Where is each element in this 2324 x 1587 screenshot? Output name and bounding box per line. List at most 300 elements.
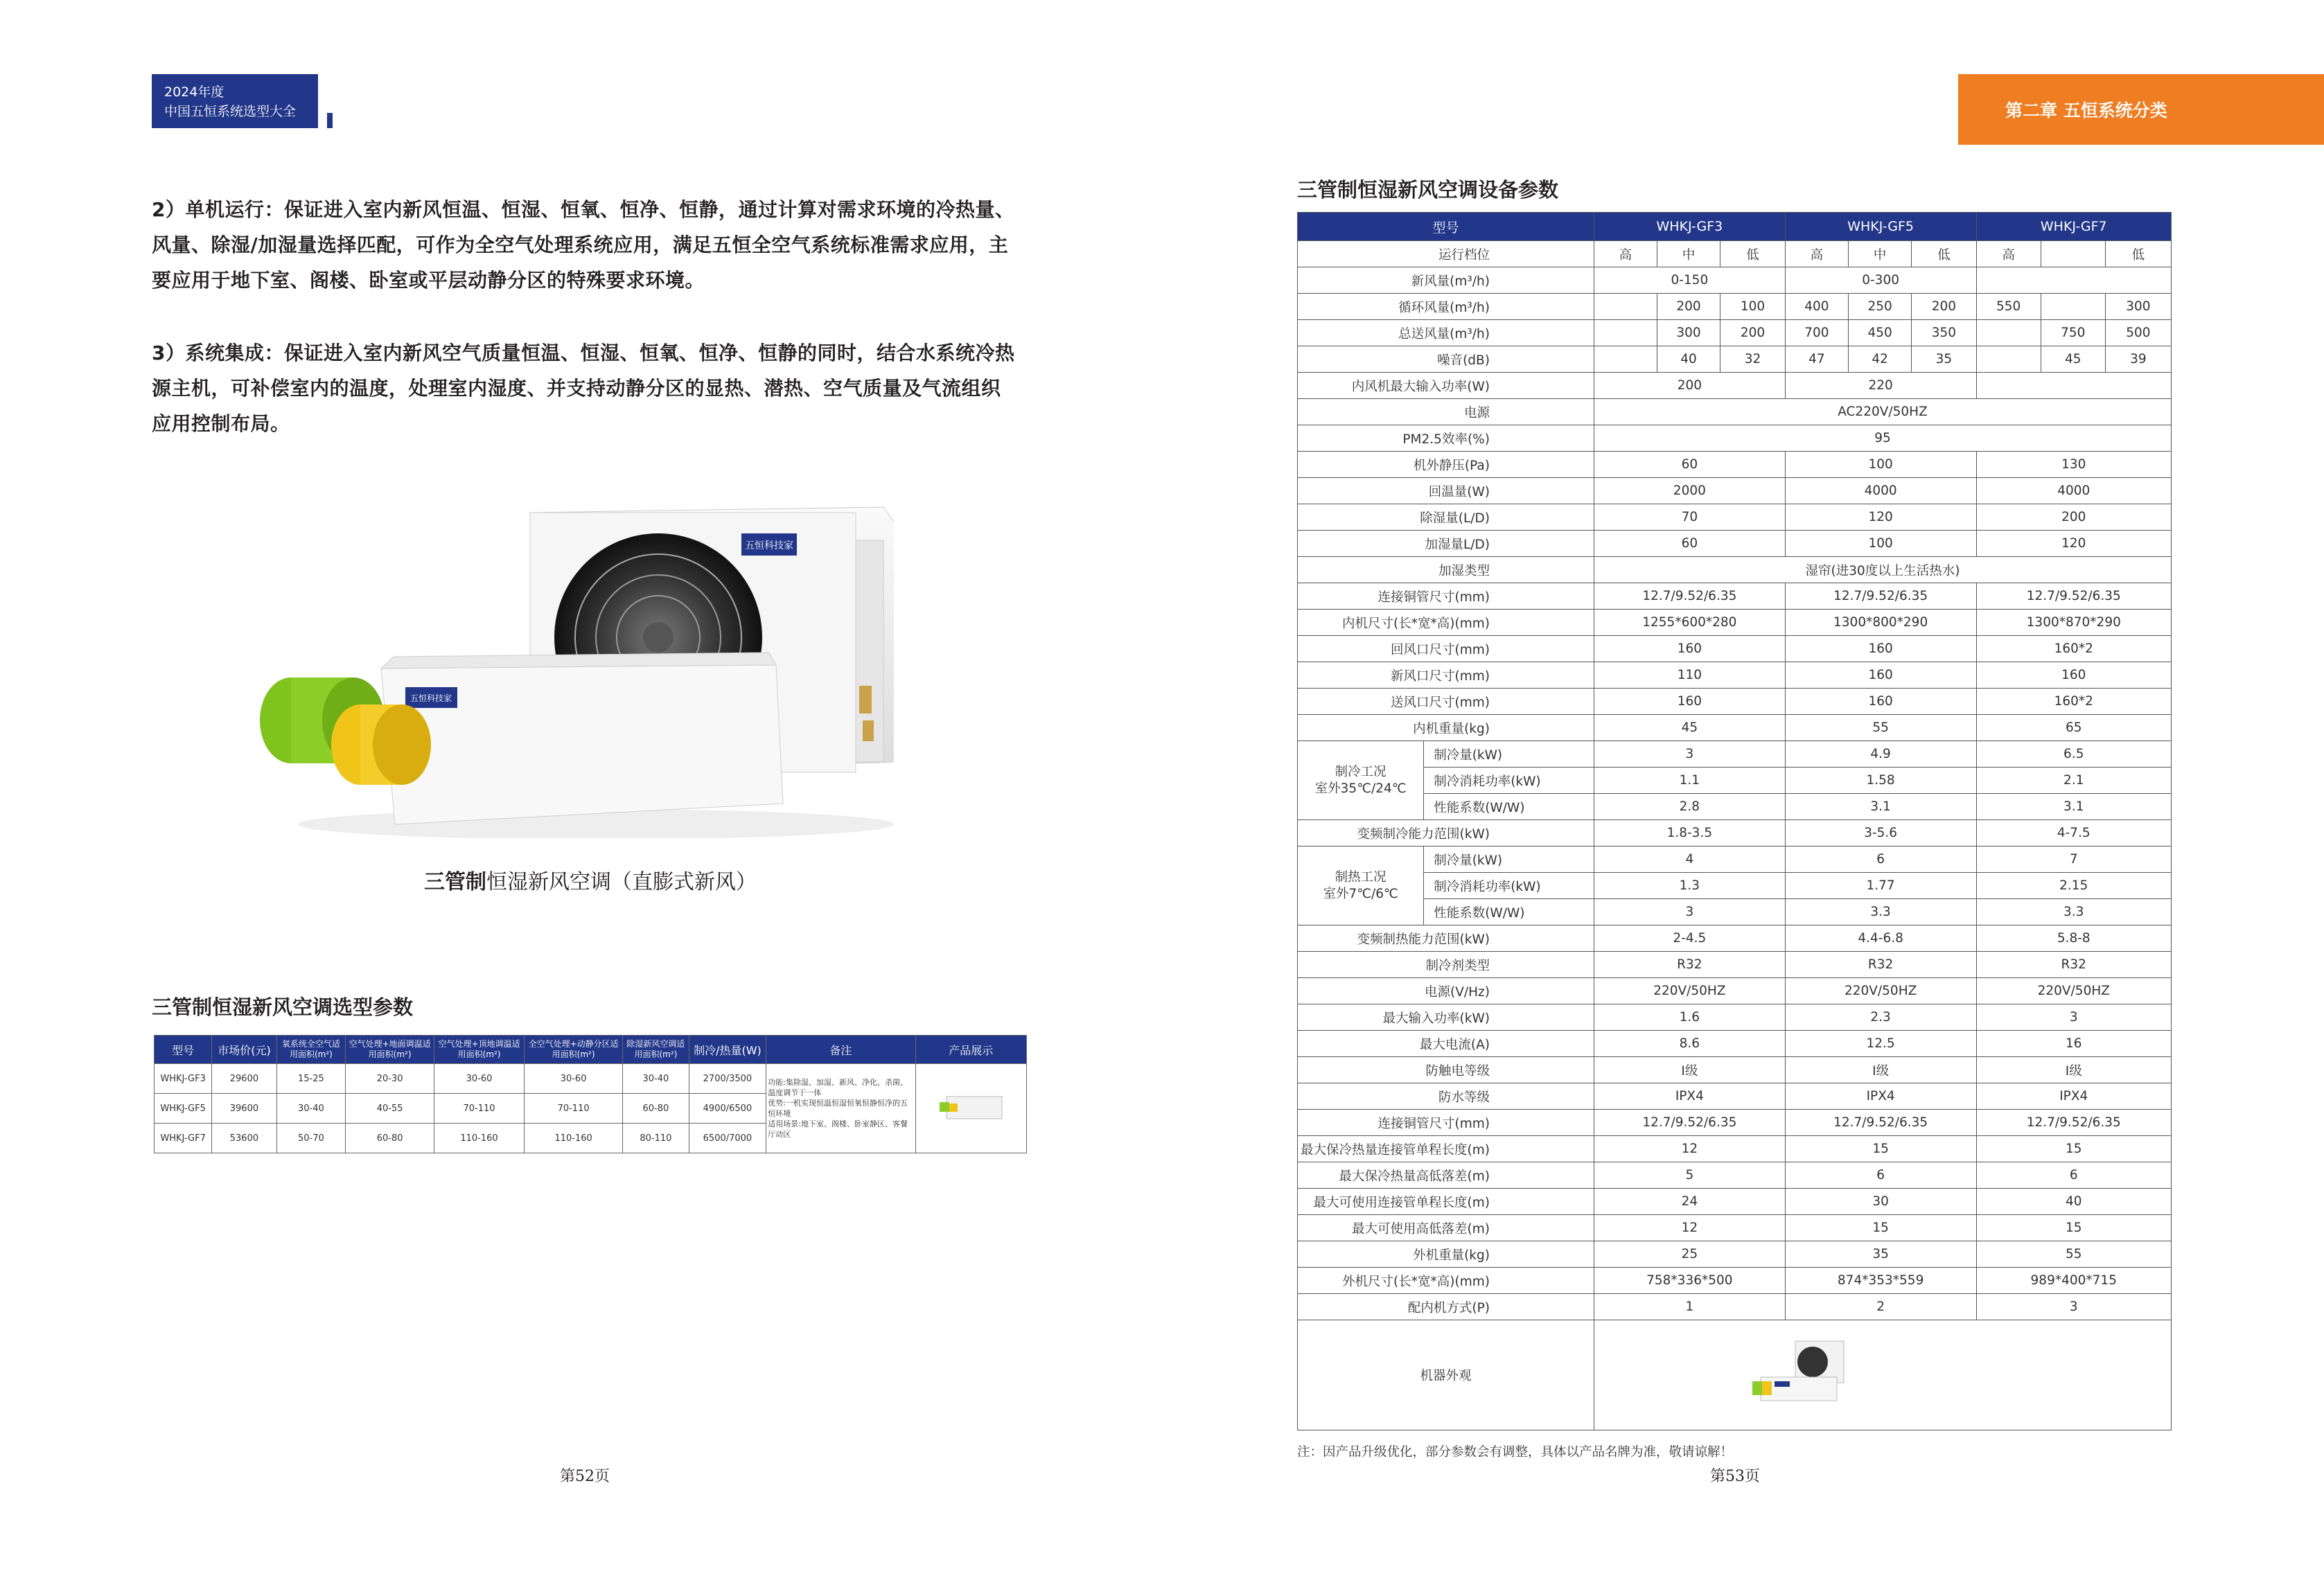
paragraph-line: 风量、除湿/加湿量选择匹配，可作为全空气处理系统应用，满足五恒全空气系统标准需求应用，主: [152, 233, 1009, 256]
cell: 47: [1785, 346, 1848, 373]
heating-group-label: [1298, 846, 1424, 925]
cell: 3.3: [1976, 899, 2171, 925]
paragraph-line: 要应用于地下室、阁楼、卧室或平层动静分区的特殊要求环境。: [152, 269, 705, 292]
header-cell: 产品展示: [915, 1036, 1026, 1064]
cell: 250: [1849, 294, 1912, 320]
cell: 40: [1976, 1189, 2171, 1215]
paragraph-line: 3）系统集成：保证进入室内新风空气质量恒温、恒湿、恒氧、恒净、恒静的同时，结合水系统冷热: [152, 342, 1015, 364]
spec-title: 三管制恒湿新风空调设备参数: [1297, 178, 1559, 202]
row-label: PM2.5效率(%): [1298, 425, 1594, 452]
group-label-line: 制热工况: [1335, 869, 1387, 885]
row-label: 新风量(m³/h): [1298, 267, 1594, 294]
cell: 120: [1785, 504, 1976, 531]
cell: 2000: [1594, 478, 1785, 504]
cell: 1.3: [1594, 873, 1785, 899]
cell: 3: [1594, 741, 1785, 768]
cell: 4: [1594, 846, 1785, 873]
row-label: 加湿量L/D): [1298, 531, 1594, 557]
row-label: 电源(V/Hz): [1298, 978, 1594, 1004]
cell: 35: [1912, 346, 1976, 373]
row-label: 外机重量(kg): [1298, 1241, 1594, 1268]
cell: 35: [1785, 1241, 1976, 1268]
cell: 160: [1594, 689, 1785, 715]
remark-line: 功能:集除湿、加湿、新风、净化、杀菌、温度调节于一体: [768, 1078, 908, 1097]
cell: 1: [1594, 1294, 1785, 1320]
remark-line: 优势:一机实现恒温恒湿恒氧恒静恒净的五恒环境: [768, 1099, 908, 1118]
publication-header: [152, 74, 318, 128]
cell: 3: [1594, 899, 1785, 925]
group-label-line: 室外7℃/6℃: [1323, 886, 1398, 901]
paragraph-line: 应用控制布局。: [152, 412, 290, 435]
cell: 100: [1785, 452, 1976, 478]
cell: 12.7/9.52/6.35: [1594, 1110, 1785, 1136]
cell: 12.7/9.52/6.35: [1785, 1110, 1976, 1136]
header-cell: 市场价(元): [212, 1036, 276, 1064]
cell: 200: [1912, 294, 1976, 320]
cell: 160: [1785, 662, 1976, 689]
table-row: [1298, 715, 2172, 741]
cell: 200: [1720, 320, 1785, 346]
cell: 6: [1785, 846, 1976, 873]
cell: 400: [1785, 294, 1848, 320]
table-row: [1298, 583, 2172, 610]
table-row: [1298, 1110, 2172, 1136]
machine-appearance-image: [1733, 1336, 1858, 1412]
cell: [1594, 294, 1657, 320]
table-row: [1298, 478, 2172, 504]
spec-header-row: [1298, 213, 2172, 241]
cell: 160*2: [1976, 636, 2171, 662]
cell: 4000: [1785, 478, 1976, 504]
row-label: 除湿量(L/D): [1298, 504, 1594, 531]
cell: 874*353*559: [1785, 1268, 1976, 1294]
table-row: [1298, 1004, 2172, 1031]
table-row: [1298, 636, 2172, 662]
cell: 24: [1594, 1189, 1785, 1215]
row-label: 机器外观: [1298, 1320, 1594, 1430]
cell: 2.1: [1976, 768, 2171, 794]
cell: 220V/50HZ: [1594, 978, 1785, 1004]
cell: 750: [2041, 320, 2105, 346]
table-row: [1298, 1294, 2172, 1320]
cell: 3.1: [1785, 794, 1976, 820]
cell: [1594, 320, 1657, 346]
row-label: 防触电等级: [1298, 1057, 1594, 1083]
table-row: [1298, 820, 2172, 846]
cell: WHKJ-GF5: [155, 1094, 212, 1124]
cell: 1.77: [1785, 873, 1976, 899]
cell: 100: [1785, 531, 1976, 557]
selection-header-row: [155, 1036, 1027, 1064]
cell: 100: [1720, 294, 1785, 320]
cell: 4900/6500: [689, 1094, 766, 1124]
appearance-row: [1298, 1320, 2172, 1430]
table-row: [1298, 662, 2172, 689]
cell: 20-30: [346, 1064, 434, 1094]
cell: [1976, 346, 2041, 373]
cell: 45: [2041, 346, 2105, 373]
cell: I级: [1976, 1057, 2171, 1083]
cell: AC220V/50HZ: [1594, 399, 2171, 425]
table-row: [1298, 873, 2172, 899]
cell: 中: [1657, 241, 1720, 267]
cell: 220V/50HZ: [1785, 978, 1976, 1004]
cell: 1.1: [1594, 768, 1785, 794]
cell: 110: [1594, 662, 1785, 689]
cell: 3.3: [1785, 899, 1976, 925]
table-row: [1298, 1162, 2172, 1189]
header-cell: 型号: [155, 1036, 212, 1064]
cell: 4000: [1976, 478, 2171, 504]
group-label-line: 制冷工况: [1335, 764, 1387, 779]
table-row: [1298, 689, 2172, 715]
table-row: [1298, 373, 2172, 399]
row-label: 新风口尺寸(mm): [1298, 662, 1594, 689]
cell: 高: [1594, 241, 1657, 267]
cell: 低: [1912, 241, 1976, 267]
cell: IPX4: [1594, 1083, 1785, 1110]
cell: 1.6: [1594, 1004, 1785, 1031]
cell: 350: [1912, 320, 1976, 346]
header-title: 中国五恒系统选型大全: [164, 104, 297, 119]
row-label: 回风口尺寸(mm): [1298, 636, 1594, 662]
table-row: [1298, 425, 2172, 452]
header-accent-bar: [327, 113, 333, 128]
table-row: [1298, 1031, 2172, 1057]
paragraph-integration: [152, 335, 1032, 441]
row-label: 总送风量(m³/h): [1298, 320, 1594, 346]
table-row: [1298, 1083, 2172, 1110]
cell: 1300*870*290: [1976, 610, 2171, 636]
cell: 110-160: [525, 1124, 623, 1153]
brand-label-outdoor: 五恒科技家: [745, 540, 793, 551]
header-cell: 备注: [766, 1036, 915, 1064]
cell: 高: [1976, 241, 2041, 267]
cell: 16: [1976, 1031, 2171, 1057]
cell: 1255*600*280: [1594, 610, 1785, 636]
cell: 30-60: [525, 1064, 623, 1094]
cell: 6: [1976, 1162, 2171, 1189]
header-cell: 制冷/热量(W): [689, 1036, 766, 1064]
cell: 湿帘(进30度以上生活热水): [1594, 557, 2171, 583]
cell: 30-60: [434, 1064, 525, 1094]
row-label: 循环风量(m³/h): [1298, 294, 1594, 320]
table-row: [1298, 794, 2172, 820]
cell: 3.1: [1976, 794, 2171, 820]
row-label: 机外静压(Pa): [1298, 452, 1594, 478]
table-row: [1298, 504, 2172, 531]
row-label: 变频制热能力范围(kW): [1298, 925, 1594, 952]
cell: WHKJ-GF3: [155, 1064, 212, 1094]
cell: 53600: [212, 1124, 276, 1153]
cell: 160: [1785, 636, 1976, 662]
cell: 7: [1976, 846, 2171, 873]
cell: 550: [1976, 294, 2041, 320]
cell: [2041, 241, 2105, 267]
table-row: [1298, 320, 2172, 346]
cell: 220V/50HZ: [1976, 978, 2171, 1004]
cell: 989*400*715: [1976, 1268, 2171, 1294]
header-cell: 型号: [1298, 213, 1594, 241]
appearance-image-cell: [1594, 1320, 2171, 1430]
cell: 0-300: [1785, 267, 1976, 294]
caption-bold: 三管制: [424, 870, 486, 894]
cell: 220: [1785, 373, 1976, 399]
spec-table: [1297, 212, 2172, 1430]
row-label: 加湿类型: [1298, 557, 1594, 583]
cooling-group-label: [1298, 741, 1424, 820]
header-cell: 空气处理+地面调温适用面积(m²): [346, 1036, 434, 1064]
cell: 低: [1720, 241, 1785, 267]
table-row: [1298, 1189, 2172, 1215]
cell: 29600: [212, 1064, 276, 1094]
header-year: 2024年度: [164, 85, 225, 100]
cell: 5: [1594, 1162, 1785, 1189]
table-row: [1298, 452, 2172, 478]
cell: 32: [1720, 346, 1785, 373]
cell: 40-55: [346, 1094, 434, 1124]
row-label: 最大保冷热量高低落差(m): [1298, 1162, 1594, 1189]
product-thumbnail: [933, 1083, 1009, 1131]
cell: 12.7/9.52/6.35: [1976, 1110, 2171, 1136]
cell: 12: [1594, 1136, 1785, 1162]
cell: 70-110: [525, 1094, 623, 1124]
cell: IPX4: [1785, 1083, 1976, 1110]
cell: R32: [1594, 952, 1785, 978]
header-cell: WHKJ-GF3: [1594, 213, 1785, 241]
cell: 80-110: [623, 1124, 689, 1153]
table-row: [1298, 978, 2172, 1004]
table-row: [1298, 768, 2172, 794]
cell: 15: [1976, 1136, 2171, 1162]
table-row: [1298, 952, 2172, 978]
table-row: [1298, 610, 2172, 636]
cell: 500: [2105, 320, 2171, 346]
cell: R32: [1976, 952, 2171, 978]
cell: 65: [1976, 715, 2171, 741]
row-label: 运行档位: [1298, 241, 1594, 267]
cell: WHKJ-GF7: [155, 1124, 212, 1153]
cell: 30-40: [623, 1064, 689, 1094]
header-cell: 氧系统全空气适用面积(m²): [276, 1036, 346, 1064]
cell: [1976, 267, 2171, 294]
row-label: 制冷剂类型: [1298, 952, 1594, 978]
cell: 160: [1976, 662, 2171, 689]
cell: 12.5: [1785, 1031, 1976, 1057]
product-photo: [236, 499, 894, 838]
cell: 39600: [212, 1094, 276, 1124]
row-label: 最大电流(A): [1298, 1031, 1594, 1057]
cell: 高: [1785, 241, 1848, 267]
cell: 低: [2105, 241, 2171, 267]
cell: 42: [1849, 346, 1912, 373]
row-label: 性能系数(W/W): [1424, 899, 1594, 925]
cell: 25: [1594, 1241, 1785, 1268]
row-label: 内风机最大输入功率(W): [1298, 373, 1594, 399]
table-row: [1298, 741, 2172, 768]
row-label: 最大可使用连接管单程长度(m): [1298, 1189, 1594, 1215]
cell: 2.15: [1976, 873, 2171, 899]
cell: 200: [1594, 373, 1785, 399]
cell: 15: [1785, 1215, 1976, 1241]
row-label: 连接铜管尺寸(mm): [1298, 1110, 1594, 1136]
cell: 30: [1785, 1189, 1976, 1215]
cell: 55: [1785, 715, 1976, 741]
cell: 160: [1785, 689, 1976, 715]
table-row: [155, 1064, 1027, 1094]
cell: [1976, 373, 2171, 399]
header-cell: 除湿新风空调适用面积(m²): [623, 1036, 689, 1064]
row-label: 内机尺寸(长*宽*高)(mm): [1298, 610, 1594, 636]
cell: 300: [2105, 294, 2171, 320]
cell: 4-7.5: [1976, 820, 2171, 846]
row-label: 送风口尺寸(mm): [1298, 689, 1594, 715]
row-label: 配内机方式(P): [1298, 1294, 1594, 1320]
cell: 2: [1785, 1294, 1976, 1320]
group-label-line: 室外35℃/24℃: [1314, 781, 1407, 796]
cell: 6.5: [1976, 741, 2171, 768]
row-label: 最大保冷热量连接管单程长度(m): [1298, 1136, 1594, 1162]
table-row: [1298, 267, 2172, 294]
cell: 3-5.6: [1785, 820, 1976, 846]
row-label: 外机尺寸(长*宽*高)(mm): [1298, 1268, 1594, 1294]
table-row: [1298, 557, 2172, 583]
cell: 2700/3500: [689, 1064, 766, 1094]
table-row: [1298, 241, 2172, 267]
table-row: [1298, 925, 2172, 952]
cell: 130: [1976, 452, 2171, 478]
cell: 6500/7000: [689, 1124, 766, 1153]
cell: [1976, 320, 2041, 346]
cell: 160*2: [1976, 689, 2171, 715]
header-cell: WHKJ-GF5: [1785, 213, 1976, 241]
table-row: [1298, 346, 2172, 373]
footnote: 注：因产品升级优化，部分参数会有调整，具体以产品名牌为准，敬请谅解！: [1297, 1445, 1734, 1460]
table-row: [1298, 899, 2172, 925]
row-label: 噪音(dB): [1298, 346, 1594, 373]
remarks-cell: [766, 1064, 915, 1153]
table-row: [1298, 531, 2172, 557]
cell: 70: [1594, 504, 1785, 531]
row-label: 内机重量(kg): [1298, 715, 1594, 741]
table-row: [1298, 1215, 2172, 1241]
table-row: [1298, 1136, 2172, 1162]
cell: 6: [1785, 1162, 1976, 1189]
cell: 中: [1849, 241, 1912, 267]
table-row: [1298, 1241, 2172, 1268]
cell: 450: [1849, 320, 1912, 346]
row-label: 制冷消耗功率(kW): [1424, 768, 1594, 794]
cell: 60: [1594, 531, 1785, 557]
cell: R32: [1785, 952, 1976, 978]
header-cell: 空气处理+顶地调温适用面积(m²): [434, 1036, 525, 1064]
caption-rest: 恒湿新风空调（直膨式新风）: [486, 870, 757, 894]
brand-label-indoor: 五恒科技家: [410, 693, 452, 703]
cell: I级: [1785, 1057, 1976, 1083]
cell: 110-160: [434, 1124, 525, 1153]
cell: 1300*800*290: [1785, 610, 1976, 636]
cell: [2041, 294, 2105, 320]
header-cell: 全空气处理+动静分区适用面积(m²): [525, 1036, 623, 1064]
cell: 12: [1594, 1215, 1785, 1241]
cell: 12.7/9.52/6.35: [1976, 583, 2171, 610]
cell: 60: [1594, 452, 1785, 478]
cell: 40: [1657, 346, 1720, 373]
table-row: [1298, 1268, 2172, 1294]
cell: 1.8-3.5: [1594, 820, 1785, 846]
chapter-tab: 第二章 五恒系统分类: [1958, 74, 2324, 145]
cell: 4.4-6.8: [1785, 925, 1976, 952]
row-label: 制冷消耗功率(kW): [1424, 873, 1594, 899]
remark-line: 适用场景:地下室、阁楼、卧室静区、客餐厅动区: [768, 1119, 908, 1139]
paragraph-line: 源主机，可补偿室内的温度，处理室内湿度、并支持动静分区的显热、潜热、空气质量及气流组织: [152, 377, 1001, 400]
cell: 45: [1594, 715, 1785, 741]
row-label: 变频制冷能力范围(kW): [1298, 820, 1594, 846]
cell: 0-150: [1594, 267, 1785, 294]
cell: 700: [1785, 320, 1848, 346]
cell: 60-80: [346, 1124, 434, 1153]
row-label: 性能系数(W/W): [1424, 794, 1594, 820]
cell: 758*336*500: [1594, 1268, 1785, 1294]
cell: 200: [1657, 294, 1720, 320]
paragraph-standalone: [152, 192, 1032, 298]
cell: 300: [1657, 320, 1720, 346]
cell: 3: [1976, 1294, 2171, 1320]
table-row: [1298, 294, 2172, 320]
row-label: 制冷量(kW): [1424, 846, 1594, 873]
cell: 95: [1594, 425, 2171, 452]
row-label: 回温量(W): [1298, 478, 1594, 504]
row-label: 防水等级: [1298, 1083, 1594, 1110]
cell: 15: [1785, 1136, 1976, 1162]
paragraph-line: 2）单机运行：保证进入室内新风恒温、恒湿、恒氧、恒净、恒静，通过计算对需求环境的冷热量、: [152, 198, 1015, 221]
table-row: [1298, 1057, 2172, 1083]
cell: 50-70: [276, 1124, 346, 1153]
cell: 8.6: [1594, 1031, 1785, 1057]
cell: [1594, 346, 1657, 373]
cell: 160: [1594, 636, 1785, 662]
cell: 12.7/9.52/6.35: [1785, 583, 1976, 610]
cell: 70-110: [434, 1094, 525, 1124]
row-label: 制冷量(kW): [1424, 741, 1594, 768]
row-label: 连接铜管尺寸(mm): [1298, 583, 1594, 610]
page-number-left: 第52页: [560, 1468, 610, 1485]
cell: 60-80: [623, 1094, 689, 1124]
cell: 15: [1976, 1215, 2171, 1241]
table-row: [1298, 399, 2172, 425]
cell: 55: [1976, 1241, 2171, 1268]
cell: 15-25: [276, 1064, 346, 1094]
cell: 4.9: [1785, 741, 1976, 768]
row-label: 最大输入功率(kW): [1298, 1004, 1594, 1031]
cell: 120: [1976, 531, 2171, 557]
page-number-right: 第53页: [1710, 1468, 1760, 1485]
cell: IPX4: [1976, 1083, 2171, 1110]
cell: 39: [2105, 346, 2171, 373]
selection-table: [154, 1035, 1027, 1153]
product-display-cell: [915, 1064, 1026, 1153]
cell: 2.8: [1594, 794, 1785, 820]
cell: 12.7/9.52/6.35: [1594, 583, 1785, 610]
cell: 3: [1976, 1004, 2171, 1031]
cell: 30-40: [276, 1094, 346, 1124]
cell: 2.3: [1785, 1004, 1976, 1031]
cell: I级: [1594, 1057, 1785, 1083]
photo-caption: [424, 865, 757, 895]
cell: 1.58: [1785, 768, 1976, 794]
cell: 200: [1976, 504, 2171, 531]
header-cell: WHKJ-GF7: [1976, 213, 2171, 241]
